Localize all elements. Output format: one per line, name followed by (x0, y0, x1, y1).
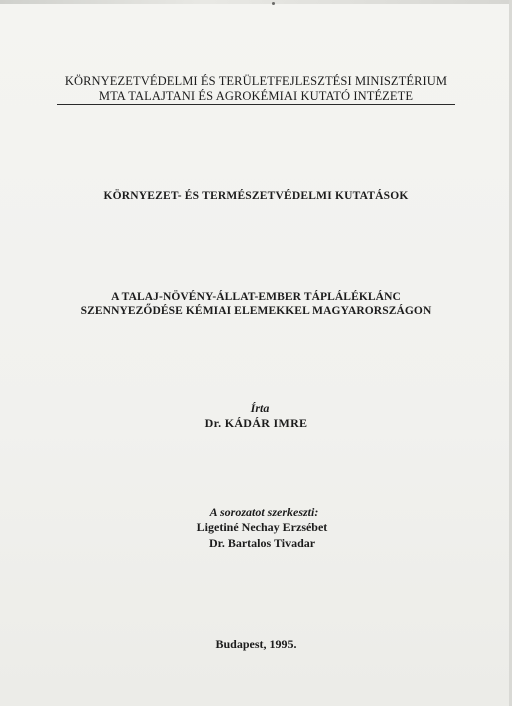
paper-speck (272, 2, 275, 5)
author-name: Dr. KÁDÁR IMRE (204, 416, 308, 430)
editors-label: A sorozatot szerkeszti: (209, 505, 319, 519)
ministry-name: KÖRNYEZETVÉDELMI ÉS TERÜLETFEJLESZTÉSI MINISZTÉRIUM (64, 74, 448, 88)
book-title-line-1: A TALAJ-NÖVÉNY-ÁLLAT-EMBER TÁPLÁLÉKLÁNC (111, 291, 401, 303)
editor-name: Ligetiné Nechay Erzsébet (196, 520, 328, 534)
page-edge-top (0, 0, 512, 4)
editor-name: Dr. Bartalos Tivadar (208, 536, 316, 550)
editors-list (6, 519, 512, 551)
header-underline (57, 104, 455, 105)
book-title-line-2: SZENNYEZŐDÉSE KÉMIAI ELEMEKKEL MAGYARORSZÁGON (80, 305, 432, 317)
series-title: KÖRNYEZET- ÉS TERMÉSZETVÉDELMI KUTATÁSOK (103, 190, 409, 202)
author-label: Írta (250, 401, 270, 415)
institution-header (0, 74, 512, 104)
institute-name: MTA TALAJTANI ÉS AGROKÉMIAI KUTATÓ INTÉZETE (98, 89, 414, 103)
book-title (0, 290, 512, 318)
imprint: Budapest, 1995. (215, 637, 297, 651)
